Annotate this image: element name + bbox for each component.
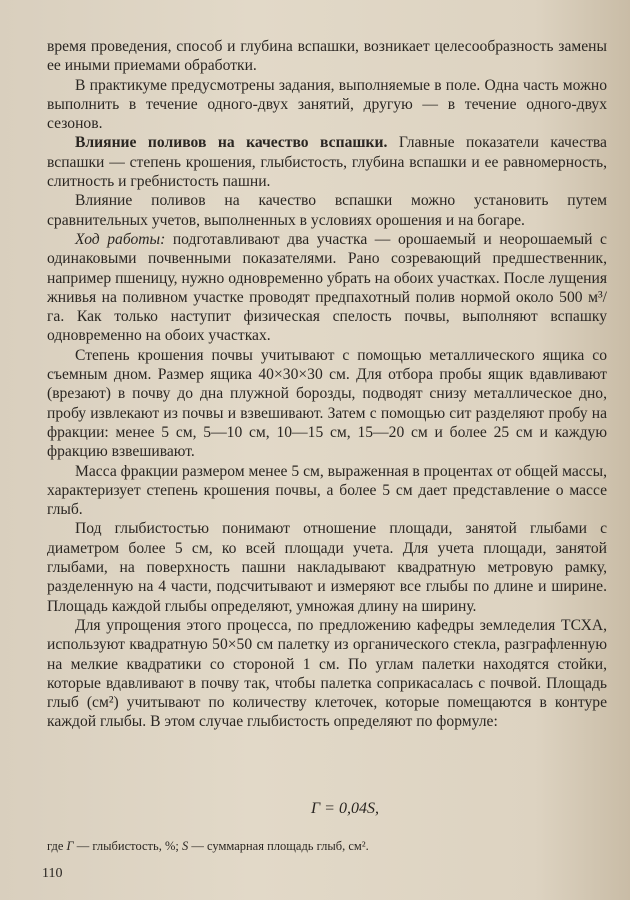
paragraph: В практикуме предусмотрены задания, выполняемые в поле. Одна часть можно выполнить в течение одного-двух занятий, другую — в течение одного-двух сезонов. <box>47 76 607 133</box>
body-text <box>47 37 607 732</box>
paragraph: Под глыбистостью понимают отношение площади, занятой глыбами с диаметром более 5 см, ко всей площади учета. Для учета площади, занятой глыбами, на поверхность пашни накладывают квадратную метровую рамку, разделенную на 4 части, подсчитывают и измеряют все глыбы по длине и ширине. Площадь каждой глыбы определяют, умножая длину на ширину. <box>47 520 607 615</box>
paragraph: Масса фракции размером менее 5 см, выраженная в процентах от общей массы, характеризует степень крошения почвы, а более 5 см дает представление о массе глыб. <box>47 462 607 519</box>
paragraph <box>47 133 607 191</box>
paragraph: время проведения, способ и глубина вспашки, возникает целесообразность замены ее иными приемами обработки. <box>47 38 607 75</box>
legend-middle: — глыбистость, %; <box>73 839 182 853</box>
legend-symbol-g: Γ <box>66 839 74 853</box>
page-number: 110 <box>42 866 63 881</box>
paragraph: Для упрощения этого процесса, по предложению кафедры земледелия ТСХА, используют квадратную 50×50 см палетку из органического стекла, разграфленную на мелкие квадратики со стороной 1 см. По углам палетки находятся стойки, которые вдавливают в почву так, чтобы палетка соприкасалась с почвой. Площадь глыб (см²) учитывают по количеству клеточек, которые помещаются в контуре каждой глыбы. В этом случае глыбистость определяют по формуле: <box>47 616 607 731</box>
legend-symbol-s: S <box>181 839 189 853</box>
paragraph-text: подготавливают два участка — орошаемый и неорошаемый с одинаковыми почвенными показателями. Рано созревающий предшественник, например пшеницу, нужно одновременно убрать на обоих участках. После лущения жнивья на поливном участке проводят предпахотный полив нормой около 500 м³/га. Как только наступит физическая спелость почвы, выполняют вспашку одновременно на обоих участках. <box>47 230 607 345</box>
paragraph <box>47 230 607 346</box>
section-heading: Влияние поливов на качество вспашки. <box>75 134 388 152</box>
procedure-lead: Ход работы: <box>75 230 166 248</box>
paragraph: Степень крошения почвы учитывают с помощью металлического ящика со съемным дном. Размер ящика 40×30×30 см. Для отбора пробы ящик вдавливают (врезают) в почву до дна плужной борозды, подводят снизу металлическое дно, пробу извлекают из почвы и взвешивают. Затем с помощью сит разделяют пробу на фракции: менее 5 см, 5—10 см, 10—15 см, 15—20 см и более 25 см и каждую фракцию взвешивают. <box>47 346 607 461</box>
legend-prefix: где <box>47 839 67 853</box>
paragraph: Влияние поливов на качество вспашки можно установить путем сравнительных учетов, выполненных в условиях орошения и на богаре. <box>47 192 607 229</box>
formula: Γ = 0,04S, <box>311 800 379 817</box>
paragraph-text: Главные показатели качества вспашки — степень крошения, глыбистость, глубина вспашки и ее равномерность, слитность и гребнистость пашни. <box>47 134 607 191</box>
legend-suffix: — суммарная площадь глыб, см². <box>188 839 369 853</box>
formula-legend <box>47 838 607 854</box>
